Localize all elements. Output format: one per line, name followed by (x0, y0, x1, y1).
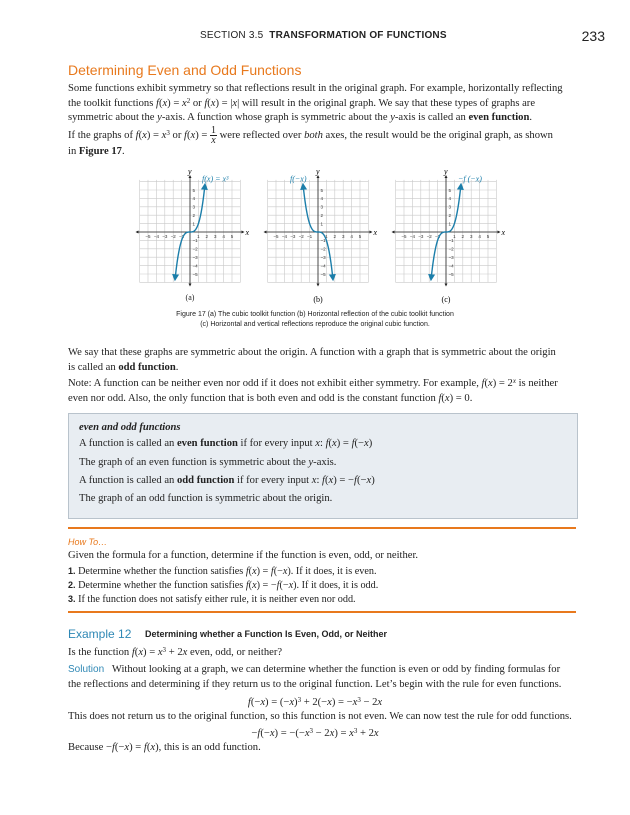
y-tick-label: 1 (448, 221, 452, 227)
y-axis-label: y (316, 167, 320, 177)
y-tick-label: 4 (192, 196, 196, 202)
howto-bottom-rule (68, 611, 576, 613)
howto-top-rule (68, 527, 576, 529)
x-tick-label: 4 (350, 234, 353, 239)
y-tick-label: −1 (320, 238, 326, 244)
y-tick-label: −5 (192, 271, 198, 277)
example-solution: Solution Without looking at a graph, we can determine whether the function is even or odd by finding formulas for the reflections and determining if they return us to the original function. Let’s begin with the rule for even functions. (68, 664, 562, 690)
y-tick-label: −2 (192, 246, 198, 252)
x-tick-label: −2 (426, 234, 432, 239)
y-tick-label: 4 (448, 196, 452, 202)
definition-even: A function is called an even function if for every input x: f(x) = f(−x) (79, 438, 373, 449)
x-tick-label: −3 (162, 234, 168, 239)
x-tick-label: 3 (469, 234, 473, 239)
howto-step-3: 3. If the function does not satisfy either rule, it is neither even nor odd. (68, 594, 356, 605)
y-tick-label: −3 (320, 255, 326, 260)
y-tick-label: 5 (192, 187, 196, 193)
graph-a-panel (137, 167, 249, 285)
running-header: SECTION 3.5 TRANSFORMATION OF FUNCTIONS (200, 30, 447, 41)
paragraph-note: Note: A function can be neither even nor odd if it does not exhibit either symmetry. For example, $f(x) = 2^x$ is neither even nor odd. Also, the only function that is both even and odd is the constant function f(x) = 0. (68, 377, 558, 404)
definition-title: even and odd functions (79, 422, 181, 433)
page-number: 233 (581, 28, 605, 44)
x-tick-label: −4 (153, 234, 159, 239)
x-tick-label: 1 (325, 234, 328, 239)
equation-even-test: $f(-x) = (-x)^3 + 2(-x) = -x^3 - 2x$ (247, 696, 383, 708)
y-tick-label: −5 (448, 271, 454, 277)
y-axis-label: y (188, 167, 192, 177)
example-label: Example 12 (68, 627, 132, 641)
x-tick-label: −2 (298, 234, 304, 239)
y-axis-label: y (444, 167, 448, 177)
y-tick-label: −3 (192, 255, 198, 260)
paragraph-intro: Some functions exhibit symmetry so that reflections result in the original graph. For example, horizontally reflecting the toolkit functions $f(x) = x^2$ or f(x) = |x| will result in the original graph. We say that these types of graphs are symmetric about the y-axis. A function whose graph is symmetric about the y-axis is called an even function. (68, 83, 563, 123)
x-tick-label: 5 (230, 234, 234, 239)
x-tick-label: 2 (461, 234, 465, 239)
y-tick-label: −2 (448, 246, 454, 252)
x-tick-label: 3 (341, 234, 345, 239)
definition-odd: A function is called an odd function if for every input x: f(x) = −f(−x) (79, 475, 375, 486)
y-tick-label: 5 (448, 187, 452, 193)
howto-label: How To… (68, 537, 108, 547)
y-tick-label: −5 (320, 271, 326, 277)
y-tick-label: −2 (320, 246, 326, 252)
function-label: −f (−x) (458, 174, 482, 184)
figure-caption-line2: (c) Horizontal and vertical reflections reproduce the original cubic function. (200, 321, 430, 328)
y-tick-label: 1 (192, 221, 196, 227)
graph-c-panel (393, 167, 505, 304)
example-title: Determining whether a Function Is Even, Odd, or Neither (145, 629, 388, 639)
y-tick-label: 3 (448, 204, 452, 210)
y-tick-label: 1 (320, 221, 324, 227)
example-question: Is the function $f(x) = x^3 + 2x$ even, odd, or neither? (68, 646, 283, 658)
y-tick-label: 3 (320, 204, 324, 210)
x-axis-label: x (373, 228, 378, 237)
y-tick-label: 4 (320, 196, 324, 202)
section-heading: Determining Even and Odd Functions (68, 62, 302, 78)
y-tick-label: 2 (448, 213, 452, 218)
y-tick-label: 5 (320, 187, 324, 193)
x-tick-label: 5 (486, 234, 490, 239)
x-tick-label: 4 (222, 234, 225, 239)
howto-step-2: 2. Determine whether the function satisfies f(x) = −f(−x). If it does, it is odd. (68, 580, 379, 591)
figure-caption-line1: Figure 17 (a) The cubic toolkit function (b) Horizontal reflection of the cubic toolkit function (176, 311, 454, 318)
howto-step-1: 1. Determine whether the function satisfies f(x) = f(−x). If it does, it is even. (68, 566, 377, 577)
y-tick-label: 3 (192, 204, 196, 210)
example-conclusion: Because −f(−x) = f(x), this is an odd function. (68, 742, 261, 753)
x-tick-label: 2 (205, 234, 209, 239)
x-tick-label: −4 (409, 234, 415, 239)
x-tick-label: 1 (453, 234, 456, 239)
x-tick-label: −1 (307, 234, 313, 239)
x-tick-label: −3 (418, 234, 424, 239)
x-axis-label: x (501, 228, 506, 237)
function-label: f(−x) (290, 174, 307, 184)
x-tick-label: −5 (401, 234, 407, 239)
x-tick-label: 3 (213, 234, 217, 239)
y-tick-label: −4 (448, 263, 454, 269)
x-tick-label: 5 (358, 234, 362, 239)
x-tick-label: 1 (197, 234, 200, 239)
graph-b-panel (265, 167, 377, 304)
graph-a-label: (a) (185, 293, 195, 302)
x-tick-label: −3 (290, 234, 296, 239)
x-tick-label: 2 (333, 234, 337, 239)
definition-even-graph: The graph of an even function is symmetric about the y-axis. (79, 457, 337, 468)
y-tick-label: −1 (448, 238, 454, 244)
howto-intro: Given the formula for a function, determine if the function is even, odd, or neither. (68, 550, 419, 561)
x-tick-label: −5 (145, 234, 151, 239)
paragraph-reflection: If the graphs of $f(x) = x^3$ or f(x) = $\frac{1}{x}$ were reflected over both axes, the result would be the original graph, as shown in Figure 17. (68, 125, 553, 157)
graph-c-label: (c) (441, 295, 451, 304)
y-tick-label: −4 (320, 263, 326, 269)
graph-b-label: (b) (313, 295, 323, 304)
x-tick-label: 4 (478, 234, 481, 239)
y-tick-label: 2 (320, 213, 324, 218)
y-tick-label: −3 (448, 255, 454, 260)
x-tick-label: −5 (273, 234, 279, 239)
paragraph-odd: We say that these graphs are symmetric about the origin. A function with a graph that is symmetric about the origin is called an odd function. (68, 347, 556, 373)
figure-17-graphs (130, 164, 510, 309)
function-label: f(x) = x³ (202, 174, 229, 184)
y-tick-label: −1 (192, 238, 198, 244)
x-tick-label: −4 (281, 234, 287, 239)
x-tick-label: −2 (170, 234, 176, 239)
x-axis-label: x (245, 228, 250, 237)
solution-label: Solution (68, 664, 105, 675)
equation-odd-test: $-f(-x) = -(-x^3 - 2x) = x^3 + 2x$ (251, 727, 379, 739)
example-not-even: This does not return us to the original function, so this function is not even. We can now test the rule for odd functions. (68, 711, 572, 722)
y-tick-label: 2 (192, 213, 196, 218)
x-tick-label: −1 (179, 234, 185, 239)
definition-odd-graph: The graph of an odd function is symmetric about the origin. (79, 493, 333, 504)
y-tick-label: −4 (192, 263, 198, 269)
definition-box (68, 413, 578, 519)
x-tick-label: −1 (435, 234, 441, 239)
